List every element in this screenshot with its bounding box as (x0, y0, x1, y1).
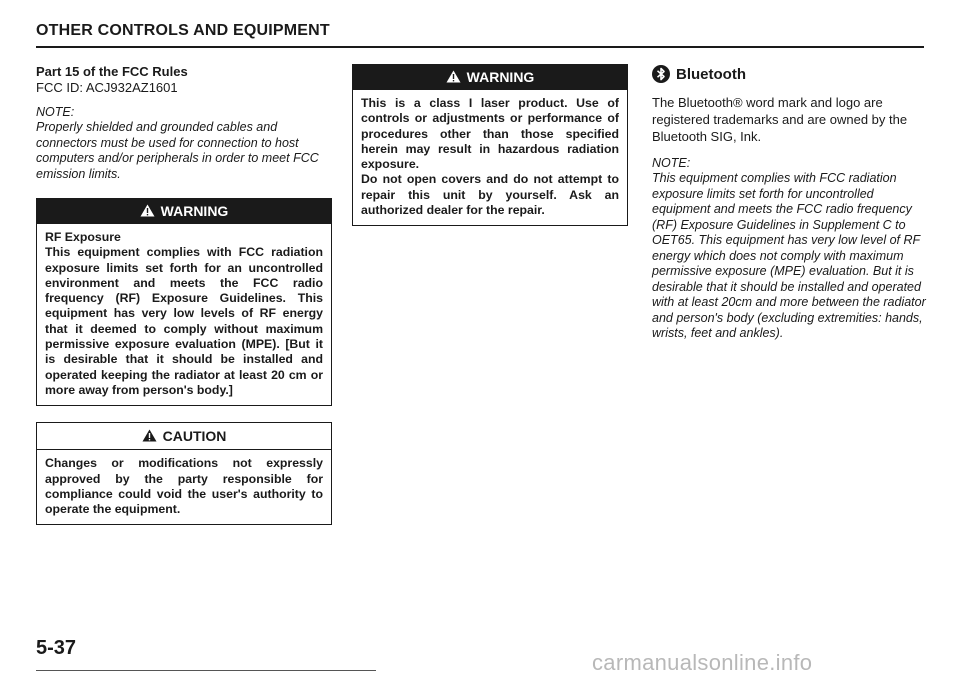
warning-triangle-icon (140, 204, 155, 217)
page-header (36, 22, 924, 48)
caution-text: Changes or modifications not expressly approved by the party responsible for compliance could void the user's authority to operate the equipment. (45, 456, 323, 517)
bluetooth-logo (652, 64, 932, 84)
section-title: OTHER CONTROLS AND EQUIPMENT (36, 22, 330, 39)
left-column (36, 64, 332, 525)
page-number: 5-37 (36, 637, 77, 659)
caution-header (37, 423, 331, 450)
middle-column (352, 64, 628, 226)
caution-box (36, 422, 332, 525)
rf-warning-text: This equipment complies with FCC radiation exposure limits set forth for an uncontrolled environment and meets the FCC radio frequency (RF) Exposure Guidelines. This equipment has very low levels of RF energy that it deemed to comply without maximum permissive exposure evaluation (MPE). [But it is desirable that it should be installed and operated keeping the radiator at least 20 cm or more away from person's body.] (45, 245, 323, 397)
warning-triangle-icon (446, 70, 461, 83)
bluetooth-trademark-text: The Bluetooth® word mark and logo are registered trademarks and are owned by the Bluetooth SIG, Ink. (652, 95, 908, 144)
caution-triangle-icon (142, 429, 157, 442)
rf-warning-box (36, 198, 332, 406)
laser-warning-body (353, 90, 627, 225)
fcc-part-title: Part 15 of the FCC Rules (36, 64, 188, 79)
laser-warning-title: WARNING (466, 69, 535, 85)
rf-warning-header (37, 199, 331, 224)
bluetooth-icon (652, 65, 670, 83)
note-label: NOTE: (36, 105, 75, 119)
fcc-id: FCC ID: ACJ932AZ1601 (36, 80, 178, 95)
bluetooth-logo-text: Bluetooth (676, 65, 746, 83)
note-text: Properly shielded and grounded cables and connectors must be used for connection to host computers and/or peripherals in order to meet FCC emission limits. (36, 120, 319, 181)
right-column (652, 64, 932, 342)
rf-exposure-label: RF Exposure (45, 230, 121, 244)
bluetooth-note-label: NOTE: (652, 156, 691, 170)
rf-warning-title: WARNING (160, 203, 229, 219)
laser-warning-header (353, 65, 627, 90)
bluetooth-note-text: This equipment complies with FCC radiation exposure limits set forth for uncontrolled equipment and meets the FCC radio frequency (RF) Exposure Guidelines in Supplement C to OET65. This equipment has very low level of RF energy which does not comply with maximum permissive exposure (MPE) evaluation. But it is desirable that it should be installed and operated with at least 20cm and more between the radiator and person's body (excluding extremities: hands, wrists, feet and ankles). (652, 171, 926, 340)
watermark: carmanualsonline.info (592, 650, 813, 675)
caution-body (37, 450, 331, 524)
repair-warning-text: Do not open covers and do not attempt to repair this unit by yourself. Ask an authorized dealer for the repair. (361, 172, 619, 218)
laser-warning-text: This is a class I laser product. Use of controls or adjustments or performance of procedures other than those specified herein may result in hazardous radiation exposure. (361, 96, 619, 172)
footer-divider (36, 670, 376, 671)
laser-warning-box (352, 64, 628, 226)
caution-title: CAUTION (162, 428, 227, 445)
rf-warning-body (37, 224, 331, 405)
